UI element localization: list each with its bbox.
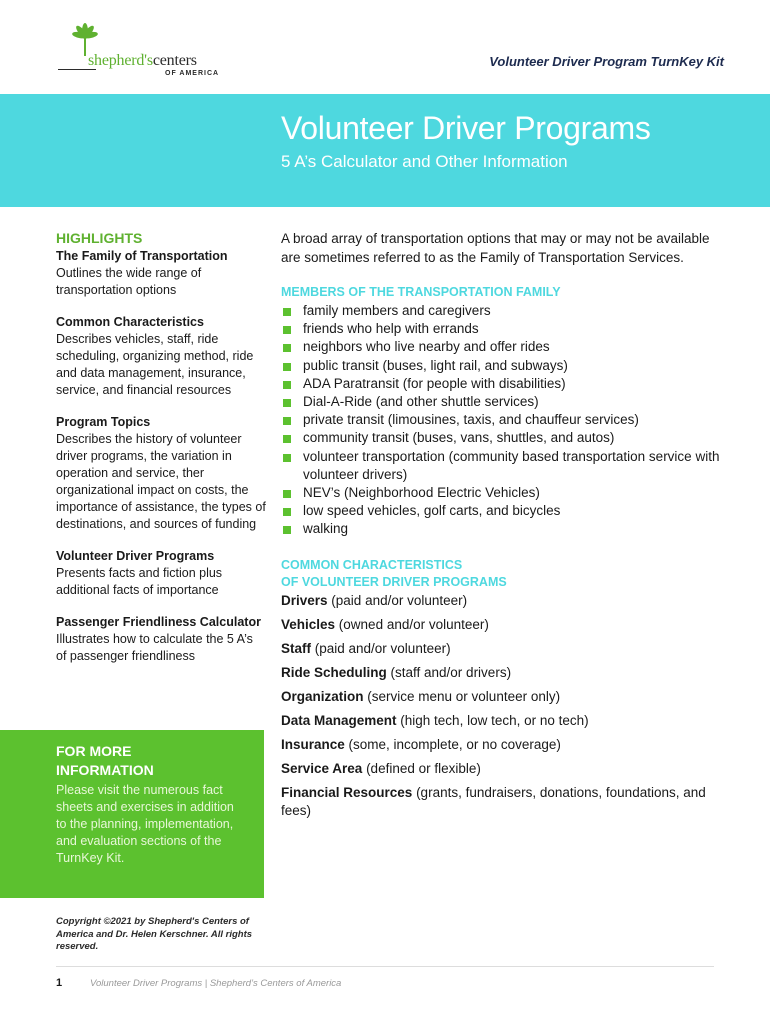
kit-title: Volunteer Driver Program TurnKey Kit xyxy=(489,54,724,69)
logo-wordmark: shepherd'scenters xyxy=(88,52,197,69)
list-item: community transit (buses, vans, shuttles, and autos) xyxy=(281,429,721,447)
title-banner xyxy=(0,94,770,207)
bullet-square-icon xyxy=(283,326,291,334)
bullet-square-icon xyxy=(283,435,291,443)
list-item: private transit (limousines, taxis, and chauffeur services) xyxy=(281,411,721,429)
characteristic-row: Service Area (defined or flexible) xyxy=(281,760,481,776)
bullet-square-icon xyxy=(283,344,291,352)
more-info-text: Please visit the numerous fact sheets and exercises in addition to the planning, implementation, and evaluation sections of the TurnKey Kit. xyxy=(56,783,234,865)
highlight-title: Volunteer Driver Programs xyxy=(56,549,215,563)
characteristics-list xyxy=(281,592,721,820)
highlight-item xyxy=(56,614,266,665)
more-info-heading: FOR MORE INFORMATION xyxy=(56,743,154,778)
highlight-item xyxy=(56,248,266,299)
main-content xyxy=(281,230,721,826)
list-item: ADA Paratransit (for people with disabilities) xyxy=(281,375,721,393)
footer-divider xyxy=(56,966,714,967)
highlight-description: Presents facts and fiction plus additional facts of importance xyxy=(56,566,223,597)
highlight-title: Passenger Friendliness Calculator xyxy=(56,615,261,629)
list-item: neighbors who live nearby and offer rides xyxy=(281,338,721,356)
bullet-square-icon xyxy=(283,363,291,371)
characteristic-row: Ride Scheduling (staff and/or drivers) xyxy=(281,664,512,680)
highlights-heading: HIGHLIGHTS xyxy=(56,230,143,246)
highlight-title: The Family of Transportation xyxy=(56,249,228,263)
page-title: Volunteer Driver Programs xyxy=(281,110,651,146)
bullet-square-icon xyxy=(283,526,291,534)
highlight-item xyxy=(56,548,266,599)
list-item: family members and caregivers xyxy=(281,302,721,320)
characteristic-row: Insurance (some, incomplete, or no coverage) xyxy=(281,736,561,752)
highlight-description: Outlines the wide range of transportation options xyxy=(56,266,202,297)
highlight-title: Common Characteristics xyxy=(56,315,204,329)
palm-tree-icon xyxy=(68,22,102,56)
characteristic-row: Drivers (paid and/or volunteer) xyxy=(281,592,468,608)
bullet-square-icon xyxy=(283,508,291,516)
bullet-square-icon xyxy=(283,490,291,498)
footer-text: Volunteer Driver Programs | Shepherd’s Centers of America xyxy=(90,978,342,989)
characteristic-row: Organization (service menu or volunteer only) xyxy=(281,688,561,704)
bullet-square-icon xyxy=(283,308,291,316)
list-item: volunteer transportation (community based transportation service with volunteer drivers) xyxy=(281,448,721,484)
list-item: friends who help with errands xyxy=(281,320,721,338)
members-list xyxy=(281,302,721,539)
list-item: walking xyxy=(281,520,721,538)
characteristic-row: Vehicles (owned and/or volunteer) xyxy=(281,616,489,632)
characteristic-row: Staff (paid and/or volunteer) xyxy=(281,640,451,656)
list-item: low speed vehicles, golf carts, and bicycles xyxy=(281,502,721,520)
characteristic-row: Data Management (high tech, low tech, or no tech) xyxy=(281,712,589,728)
intro-paragraph: A broad array of transportation options that may or may not be available are sometimes referred to as the Family of Transportation Services. xyxy=(281,231,710,265)
list-item: NEV’s (Neighborhood Electric Vehicles) xyxy=(281,484,721,502)
bullet-square-icon xyxy=(283,417,291,425)
copyright-notice: Copyright ©2021 by Shepherd's Centers of America and Dr. Helen Kerschner. All rights reserved. xyxy=(56,916,253,952)
list-item: public transit (buses, light rail, and subways) xyxy=(281,357,721,375)
highlight-item xyxy=(56,414,266,533)
shepherds-centers-logo xyxy=(58,22,228,78)
highlights-sidebar xyxy=(56,230,266,680)
highlight-description: Describes vehicles, staff, ride scheduling, organizing method, ride and data management, insurance, service, and financial resources xyxy=(56,332,254,397)
page-number: 1 xyxy=(56,977,63,989)
highlight-title: Program Topics xyxy=(56,415,151,429)
characteristics-heading: COMMON CHARACTERISTICS OF VOLUNTEER DRIVER PROGRAMS xyxy=(281,557,507,589)
list-item: Dial-A-Ride (and other shuttle services) xyxy=(281,393,721,411)
bullet-square-icon xyxy=(283,381,291,389)
highlight-item xyxy=(56,314,266,399)
members-heading: MEMBERS OF THE TRANSPORTATION FAMILY xyxy=(281,285,561,299)
bullet-square-icon xyxy=(283,454,291,462)
bullet-square-icon xyxy=(283,399,291,407)
logo-subtitle: OF AMERICA xyxy=(165,70,220,77)
page-subtitle: 5 A’s Calculator and Other Information xyxy=(281,152,568,171)
highlight-description: Illustrates how to calculate the 5 A’s of passenger friendliness xyxy=(56,632,253,663)
characteristic-row: Financial Resources (grants, fundraisers, donations, foundations, and fees) xyxy=(281,784,706,818)
highlight-description: Describes the history of volunteer driver programs, the variation in operation and service, ther organizational impact on costs, the importance of assistance, the types of destinations, and sources of funding xyxy=(56,432,266,531)
more-info-box xyxy=(0,730,264,898)
